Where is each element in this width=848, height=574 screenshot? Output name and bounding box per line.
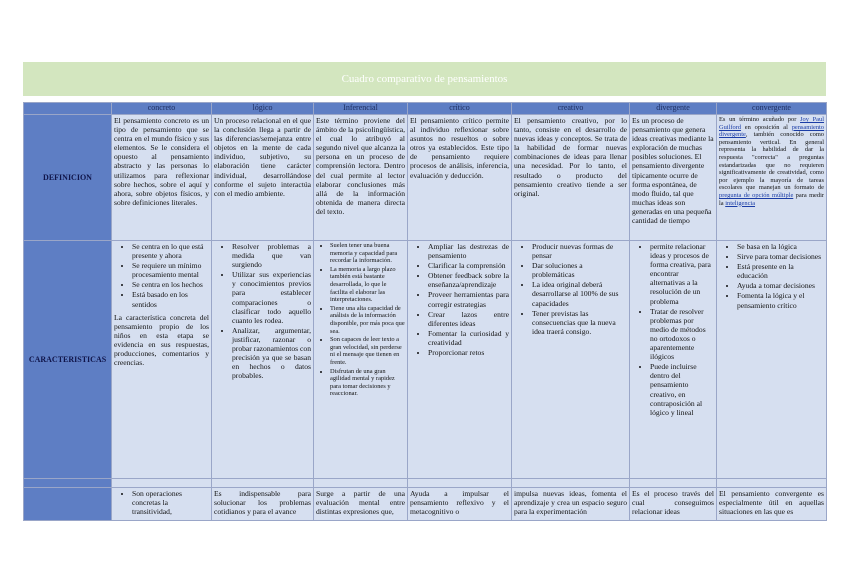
def-divergente: Es un proceso de pensamiento que genera ideas creativas mediante la exploración de muchas posibles soluciones. El pensamiento divergente típicamente ocurre de forma espontánea, de modo fluido, tal que muchas ideas son generadas en una pequeña cantidad de tiempo <box>630 115 717 241</box>
spacer-cell <box>212 479 314 488</box>
conv-text-2: en oposición al <box>741 123 792 131</box>
car-logico <box>212 241 314 479</box>
conv-text-1: Es un término acuñado por <box>719 116 801 123</box>
list-item: • Tener previstas las consecuencias que la nueva idea traerá consigo. <box>532 309 627 336</box>
use-divergente: Es el proceso través del cual conseguimos relacionar ideas <box>630 488 717 521</box>
list-item: • Se centra en los hechos <box>132 280 209 289</box>
car-divergente <box>630 241 717 479</box>
car-critico <box>408 241 512 479</box>
spacer-cell <box>512 479 630 488</box>
list-item: • Se centra en lo que está presente y ahora <box>132 242 209 260</box>
link-inteligencia[interactable]: inteligencia <box>725 199 756 207</box>
use-creativo: impulsa nuevas ideas, fomenta el aprendizaje y crea un espacio seguro para la experimentación <box>512 488 630 521</box>
car-inferencial-list <box>316 242 405 398</box>
header-creativo: creativo <box>512 103 630 115</box>
row-label-empty <box>24 488 112 521</box>
spacer-cell <box>112 479 212 488</box>
header-convergente: convergente <box>717 103 827 115</box>
list-item: • La memoria a largo plazo también está bastante desarrollada, lo que le facilita el elaborar las interpretaciones. <box>330 266 405 304</box>
header-corner <box>24 103 112 115</box>
header-concreto: concreto <box>112 103 212 115</box>
list-item: • Fomenta la lógica y el pensamiento crítico <box>737 291 824 309</box>
header-row <box>24 103 827 115</box>
conv-text-4: para medir la <box>719 191 824 207</box>
list-item: • Producir nuevas formas de pensar <box>532 242 627 260</box>
spacer-cell <box>717 479 827 488</box>
def-convergente <box>717 115 827 241</box>
row-label-caracteristicas: CARACTERISTICAS <box>24 241 112 479</box>
use-concreto-list <box>114 489 209 516</box>
header-divergente: divergente <box>630 103 717 115</box>
car-inferencial <box>314 241 408 479</box>
use-inferencial: Surge a partir de una evaluación mental entre distintas expresiones que, <box>314 488 408 521</box>
list-item: • Clarificar la comprensión <box>428 261 509 270</box>
car-divergente-list <box>632 242 714 417</box>
link-joy-paul-guilford[interactable]: Joy Paul Guilford <box>719 116 824 131</box>
list-item: • Crear lazos entre diferentes ideas <box>428 310 509 328</box>
header-critico: crítico <box>408 103 512 115</box>
list-item: • Sirve para tomar decisiones <box>737 252 824 261</box>
list-item: • Suelen tener una buena memoria y capacidad para recordar la información. <box>330 242 405 265</box>
characteristics-row <box>24 241 827 479</box>
list-item: • Disfrutan de una gran agilidad mental y rapidez para tomar decisiones y reaccionar. <box>330 368 405 398</box>
spacer-cell <box>314 479 408 488</box>
car-convergente-list <box>719 242 824 310</box>
list-item: • Está presente en la educación <box>737 262 824 280</box>
use-critico: Ayuda a impulsar el pensamiento reflexivo y el metacognitivo o <box>408 488 512 521</box>
conv-text-3: , también conocido como pensamiento vertical. En general representa la habilidad de dar la respuesta "correcta" a preguntas estandarizadas que no requieren significativamente de creatividad, como por ejemplo la mayoría de tareas escolares que manejan un formato de <box>719 131 824 192</box>
title-banner <box>23 62 826 96</box>
def-inferencial: Este término proviene del ámbito de la psicolingüística, el cual lo atribuyó al segundo nivel que alcanza la persona en un proceso de comprensión lectora. Dentro del cual permite al lector elaborar conclusiones más allá de la información obtenida de manera directa del texto. <box>314 115 408 241</box>
link-pensamiento-divergente[interactable]: pensamiento divergente <box>719 123 824 139</box>
list-item: • Puede incluirse dentro del pensamiento creativo, en contraposición al lógico y lineal <box>650 362 714 417</box>
list-item: • Fomentar la curiosidad y creatividad <box>428 329 509 347</box>
def-creativo: El pensamiento creativo, por lo tanto, consiste en el desarrollo de nuevas ideas y conceptos. Se trata de la habilidad de formar nuevas combinaciones de ideas para llenar una necesidad. Por lo tanto, el resultado o producto del pensamiento creativo tiende a ser original. <box>512 115 630 241</box>
list-item: • Ampliar las destrezas de pensamiento <box>428 242 509 260</box>
def-logico: Un proceso relacional en el que la conclusión llega a partir de las diferencias/semejanza entre objetos en la mente de cada individuo, subjetivo, su elaboración tiene carácter individual, desarrollándose conforme el sujeto interactúa con el medio ambiente. <box>212 115 314 241</box>
link-pregunta-opcion-multiple[interactable]: pregunta de opción múltiple <box>719 191 794 199</box>
car-creativo-list <box>514 242 627 336</box>
list-item: • Analizar, argumentar, justificar, razonar o probar razonamientos con precisión ya que se basan en hechos o datos probables. <box>232 326 311 381</box>
use-convergente: El pensamiento convergente es especialmente útil en aquellas situaciones en las que es <box>717 488 827 521</box>
list-item: • Se requiere un mínimo procesamiento mental <box>132 261 209 279</box>
list-item: • Dar soluciones a problemáticas <box>532 261 627 279</box>
def-critico: El pensamiento crítico permite al individuo reflexionar sobre asuntos no resueltos o sobre otros ya establecidos. Este tipo de pensamiento requiere procesos de análisis, inferencia, evaluación y deducción. <box>408 115 512 241</box>
list-item: • Tiene una alta capacidad de análisis de la información disponible, por más poca que sea. <box>330 305 405 335</box>
list-item: • Utilizar sus experiencias y conocimientos previos para establecer comparaciones o clasificar todo aquello cuanto les rodea. <box>232 270 311 325</box>
list-item: • Proveer herramientas para corregir estrategias <box>428 290 509 308</box>
list-item: • Obtener feedback sobre la enseñanza/aprendizaje <box>428 271 509 289</box>
list-item: • Tratar de resolver problemas por medio de métodos no ortodoxos o aparentemente ilógicos <box>650 307 714 362</box>
list-item: • La idea original deberá desarrollarse al 100% de sus capacidades <box>532 280 627 307</box>
car-concreto-list <box>114 242 209 309</box>
comparison-table <box>23 102 827 521</box>
usage-row <box>24 488 827 521</box>
row-label-definicion: DEFINICION <box>24 115 112 241</box>
car-concreto <box>112 241 212 479</box>
car-logico-list <box>214 242 311 380</box>
spacer-cell <box>408 479 512 488</box>
use-logico: Es indispensable para solucionar los problemas cotidianos y para el avance <box>212 488 314 521</box>
spacer-row <box>24 479 827 488</box>
use-concreto <box>112 488 212 521</box>
list-item: • Son capaces de leer texto a gran velocidad, sin perderse ni el mensaje que tienen en frente. <box>330 336 405 366</box>
spacer-cell <box>630 479 717 488</box>
page-title: Cuadro comparativo de pensamientos <box>341 73 508 85</box>
car-creativo <box>512 241 630 479</box>
car-concreto-paragraph: La característica concreta del pensamiento propio de los niños en esta etapa se evidencia en sus respuestas, producciones, comentarios y creencias. <box>114 312 209 368</box>
list-item: • Proporcionar retos <box>428 348 509 357</box>
def-concreto: El pensamiento concreto es un tipo de pensamiento que se centra en el mundo físico y sus elementos. Se le considera el opuesto al pensamiento abstracto y las personas lo utilizamos para reflexionar sobre hechos, sobre el aquí y ahora, sobre objetos físicos, y sobre definiciones literales. <box>112 115 212 241</box>
list-item: • Resolver problemas a medida que van surgiendo <box>232 242 311 269</box>
list-item: • Son operaciones concretas la transitividad, <box>132 489 209 516</box>
spacer-label <box>24 479 112 488</box>
car-critico-list <box>410 242 509 357</box>
list-item: • Se basa en la lógica <box>737 242 824 251</box>
list-item: • Ayuda a tomar decisiones <box>737 281 824 290</box>
car-convergente <box>717 241 827 479</box>
header-inferencial: Inferencial <box>314 103 408 115</box>
list-item: • permite relacionar ideas y procesos de forma creativa, para encontrar alternativas a la resolución de un problema <box>650 242 714 306</box>
header-logico: lógico <box>212 103 314 115</box>
definition-row <box>24 115 827 241</box>
list-item: • Está basado en los sentidos <box>132 290 209 308</box>
